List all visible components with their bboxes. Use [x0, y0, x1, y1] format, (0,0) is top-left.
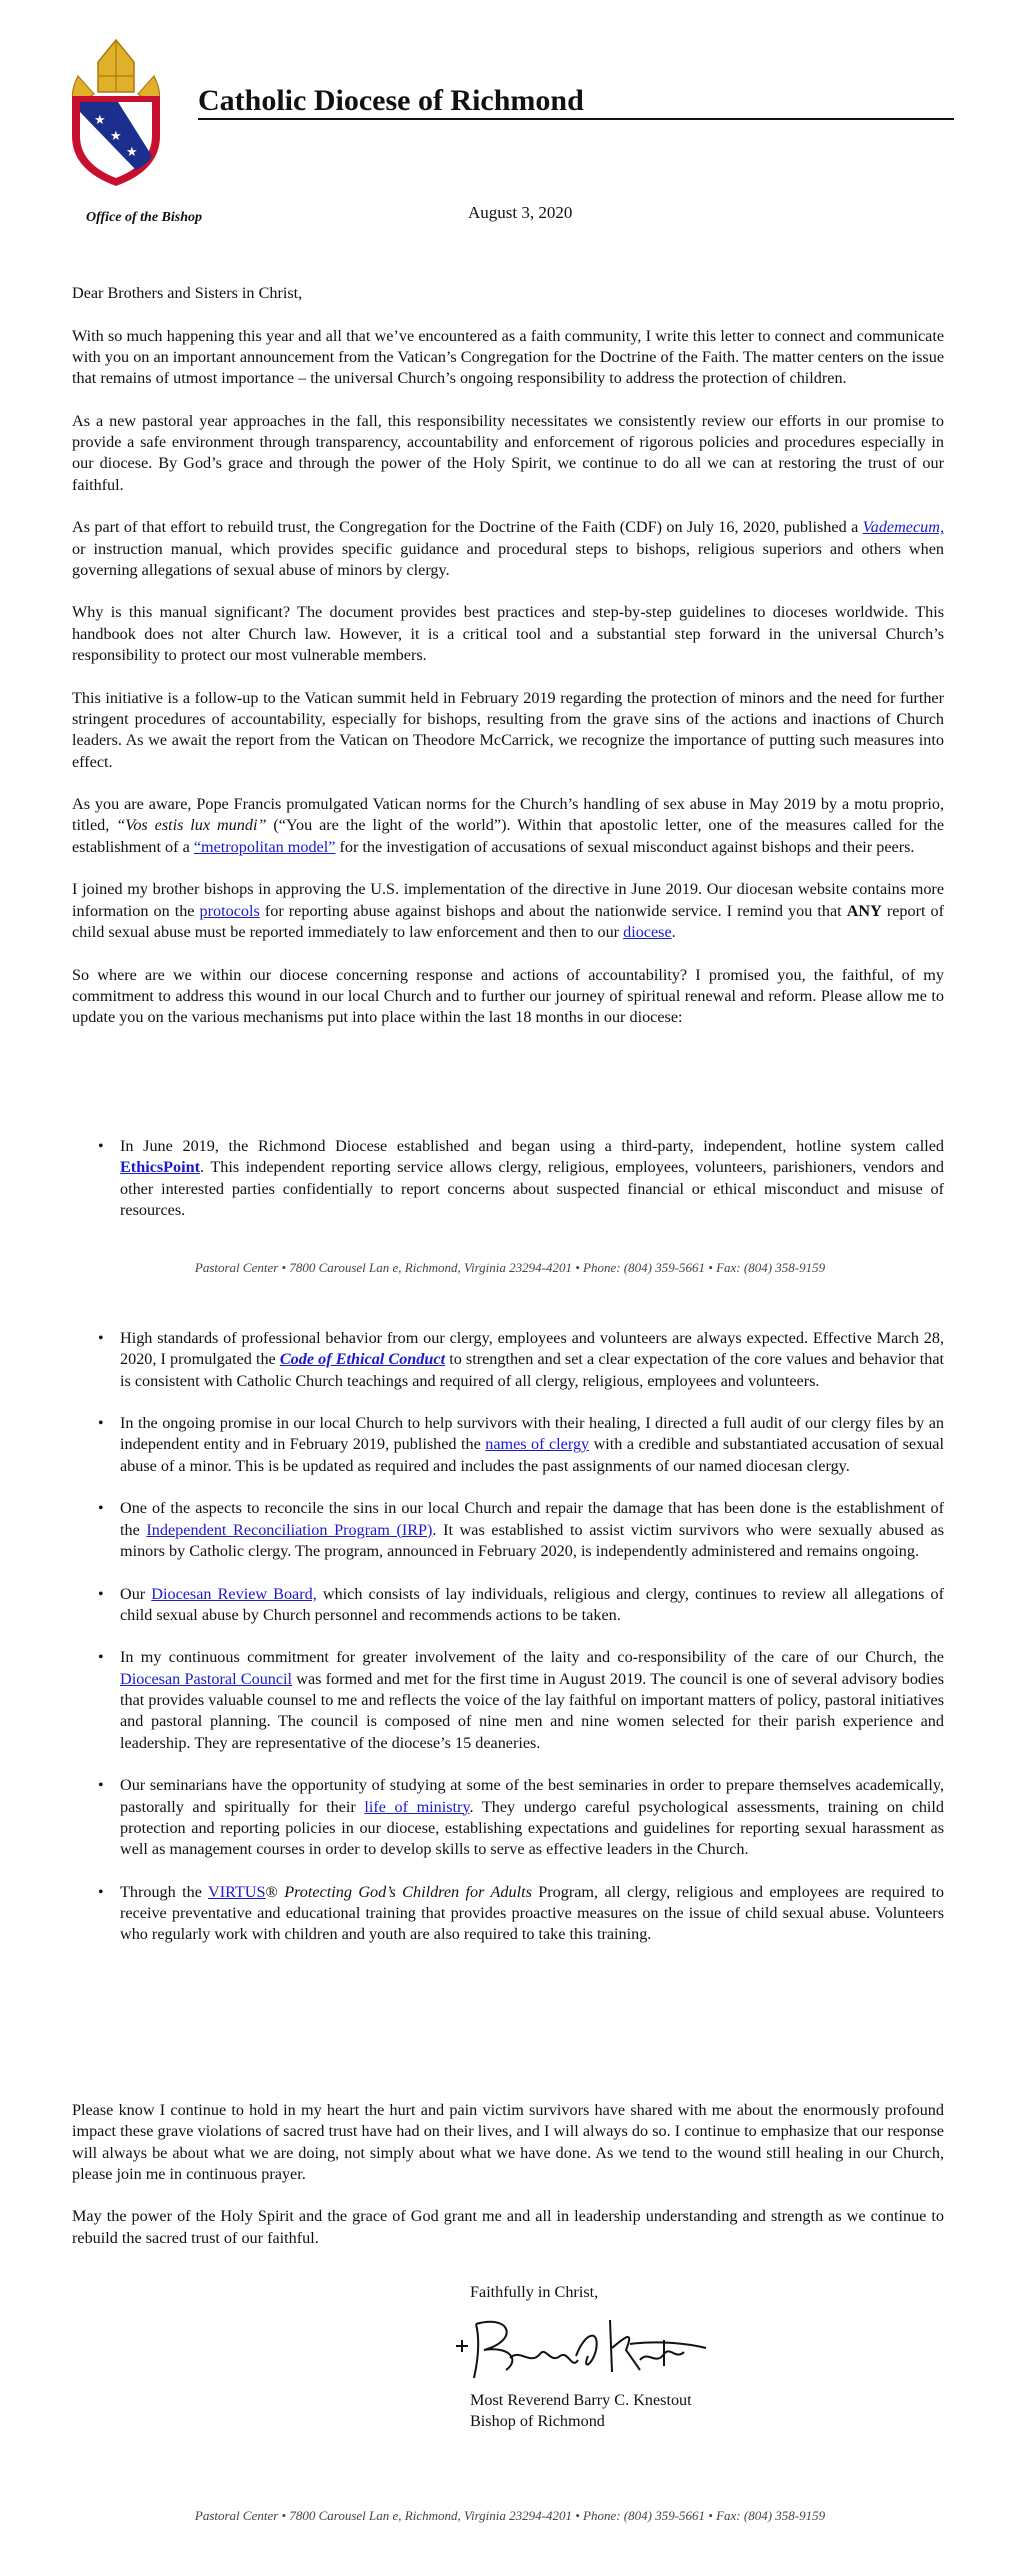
paragraph-7: I joined my brother bishops in approving the U.S. implementation of the directive in June 2019. Our diocesan website contains more information on the protocols for reporting abuse against bishops and about the nationwide service. I remind you that ANY report of child sexual abuse must be reported immediately to law enforcement and then to our diocese.	[72, 880, 945, 941]
letter-date: August 3, 2020	[468, 203, 573, 222]
office-of-bishop-label: Office of the Bishop	[86, 210, 203, 225]
closing-body	[72, 2100, 944, 2270]
list-item: • In my continuous commitment for greater involvement of the laity and co-responsibility of the care of our Church, the Diocesan Pastoral Council was formed and met for the first time in August 2019. The council is one of several advisory bodies that provides valuable counsel to me and reflects the voice of the lay faithful on important matters of policy, pastoral initiatives and pastoral planning. The council is composed of nine men and nine women selected for their parish experience and leadership. They are representative of the diocese’s 15 deaneries.	[72, 1647, 944, 1753]
sign-off: Faithfully in Christ,	[470, 2283, 599, 2301]
paragraph-6: As you are aware, Pope Francis promulgated Vatican norms for the Church’s handling of sex abuse in May 2019 by a motu proprio, titled, “Vos estis lux mundi” (“You are the light of the world”). Within that apostolic letter, one of the measures called for the establishment of a “metropolitan model” for the investigation of accusations of sexual misconduct against bishops and their peers.	[72, 795, 945, 856]
header-rule	[198, 118, 954, 120]
closing-paragraph-2: May the power of the Holy Spirit and the grace of God grant me and all in leadership understanding and strength as we continue to rebuild the sacred trust of our faithful.	[72, 2207, 944, 2247]
bullet-list-page1	[72, 1136, 944, 1242]
list-item: • In June 2019, the Richmond Diocese established and began using a third-party, independent, hotline system called EthicsPoint. This independent reporting service allows clergy, religious, employees, volunteers, parishioners, vendors and other interested parties confidentially to report concerns about suspected financial or ethical misconduct and misuse of resources.	[72, 1136, 944, 1221]
salutation: Dear Brothers and Sisters in Christ,	[72, 284, 303, 302]
list-item: • Through the VIRTUS® Protecting God’s Children for Adults Program, all clergy, religious and employees are required to receive preventative and educational training that provides proactive measures on the issue of child sexual abuse. Volunteers who regularly work with children and youth are also required to take this training.	[72, 1882, 944, 1946]
diocesan-review-board-link[interactable]: Diocesan Review Board,	[151, 1584, 317, 1603]
list-item: • One of the aspects to reconcile the sins in our local Church and repair the damage that has been done is the establishment of the Independent Reconciliation Program (IRP). It was established to assist victim survivors who were sexually abused as minors by Catholic clergy. The program, announced in February 2020, is independently administered and remains ongoing.	[72, 1498, 944, 1562]
diocesan-pastoral-council-link[interactable]: Diocesan Pastoral Council	[120, 1669, 293, 1688]
vademecum-link[interactable]: Vademecum,	[862, 518, 944, 537]
signer-title: Bishop of Richmond	[470, 2412, 605, 2431]
diocese-link[interactable]: diocese	[623, 922, 672, 941]
paragraph-1: With so much happening this year and all that we’ve encountered as a faith community, I write this letter to connect and communicate with you on an important announcement from the Vatican’s Congregation for the Doctrine of the Faith. The matter centers on the issue that remains of utmost importance – the universal Church’s ongoing responsibility to address the protection of children.	[72, 326, 944, 388]
life-of-ministry-link[interactable]: life of ministry	[364, 1797, 470, 1816]
signer-block	[470, 2390, 692, 2433]
list-item: • Our seminarians have the opportunity of studying at some of the best seminaries in order to prepare themselves academically, pastorally and spiritually for their life of ministry. They undergo careful psychological assessments, training on child protection and reporting policies in our diocese, establishing expectations and guidelines for reporting sexual harassment as well as management courses in order to develop skills to serve as effective leaders in the Church.	[72, 1775, 944, 1860]
code-of-ethical-conduct-link[interactable]: Code of Ethical Conduct	[279, 1350, 446, 1369]
diocese-name: Catholic Diocese of Richmond	[198, 84, 584, 117]
ethicspoint-link[interactable]: EthicsPoint	[120, 1158, 201, 1177]
protocols-link[interactable]: protocols	[199, 901, 260, 920]
page-footer-2: Pastoral Center • 7800 Carousel Lan e, Richmond, Virginia 23294-4201 • Phone: (804) 359-5661 • Fax: (804) 358-9159	[194, 2508, 826, 2523]
paragraph-2: As a new pastoral year approaches in the fall, this responsibility necessitates we consistently review our efforts in our promise to provide a safe environment through transparency, accountability and enforcement of rigorous policies and procedures especially in our diocese. By God’s grace and through the power of the Holy Spirit, we continue to do all we can at restoring the trust of our faithful.	[72, 411, 944, 494]
diocese-crest-icon	[58, 36, 174, 188]
list-item: • High standards of professional behavior from our clergy, employees and volunteers are always expected. Effective March 28, 2020, I promulgated the Code of Ethical Conduct to strengthen and set a clear expectation of the core values and behavior that is consistent with Catholic Church teachings and required of all clergy, religious, employees and volunteers.	[72, 1328, 944, 1392]
paragraph-8: So where are we within our diocese concerning response and actions of accountability? I promised you, the faithful, of my commitment to address this wound in our local Church and to further our journey of spiritual renewal and reform. Please allow me to update you on the various mechanisms put into place within the last 18 months in our diocese:	[72, 965, 944, 1027]
svg-text:★: ★	[126, 145, 138, 160]
list-item: • Our Diocesan Review Board, which consists of lay individuals, religious and clergy, continues to review all allegations of child sexual abuse by Church personnel and recommends actions to be taken.	[72, 1584, 944, 1627]
list-item: • In the ongoing promise in our local Church to help survivors with their healing, I directed a full audit of our clergy files by an independent entity and in February 2019, published the names of clergy with a credible and substantiated accusation of sexual abuse of a minor. This is be updated as required and includes the past assignments of our named diocesan clergy.	[72, 1413, 944, 1477]
virtus-link[interactable]: VIRTUS	[208, 1882, 266, 1901]
page-footer-1: Pastoral Center • 7800 Carousel Lan e, Richmond, Virginia 23294-4201 • Phone: (804) 359-5661 • Fax: (804) 358-9159	[194, 1260, 826, 1275]
metropolitan-model-link[interactable]: “metropolitan model”	[193, 837, 336, 856]
names-of-clergy-link[interactable]: names of clergy	[485, 1435, 590, 1454]
irp-link[interactable]: Independent Reconciliation Program (IRP)	[146, 1520, 433, 1539]
svg-text:★: ★	[94, 113, 106, 128]
paragraph-5: This initiative is a follow-up to the Vatican summit held in February 2019 regarding the protection of minors and the need for further stringent procedures of accountability, especially for bishops, resulting from the grave sins of the actions and inactions of Church leaders. As we await the report from the Vatican on Theodore McCarrick, we recognize the importance of putting such measures into effect.	[72, 688, 944, 771]
closing-paragraph-1: Please know I continue to hold in my heart the hurt and pain victim survivors have shared with me about the enormously profound impact these grave violations of sacred trust have had on their lives, and I will always do so. I continue to emphasize that our response will always be about what we are doing, not simply about what we have done. As we tend to the wound still healing in our Church, please join me in continuous prayer.	[72, 2101, 944, 2183]
bishop-signature-icon	[450, 2300, 710, 2390]
signer-name: Most Reverend Barry C. Knestout	[470, 2391, 692, 2409]
letter-body-page1	[72, 283, 944, 1050]
svg-text:★: ★	[110, 129, 122, 144]
paragraph-4: Why is this manual significant? The document provides best practices and step-by-step guidelines to dioceses worldwide. This handbook does not alter Church law. However, it is a critical tool and a substantial step forward in the universal Church’s responsibility to protect our most vulnerable members.	[72, 603, 944, 665]
paragraph-3: As part of that effort to rebuild trust, the Congregation for the Doctrine of the Faith (CDF) on July 16, 2020, published a Vademecum, or instruction manual, which provides specific guidance and procedural steps to bishops, religious superiors and others when governing allegations of sexual abuse of minors by clergy.	[72, 518, 944, 579]
bullet-list-page2	[72, 1328, 944, 1967]
